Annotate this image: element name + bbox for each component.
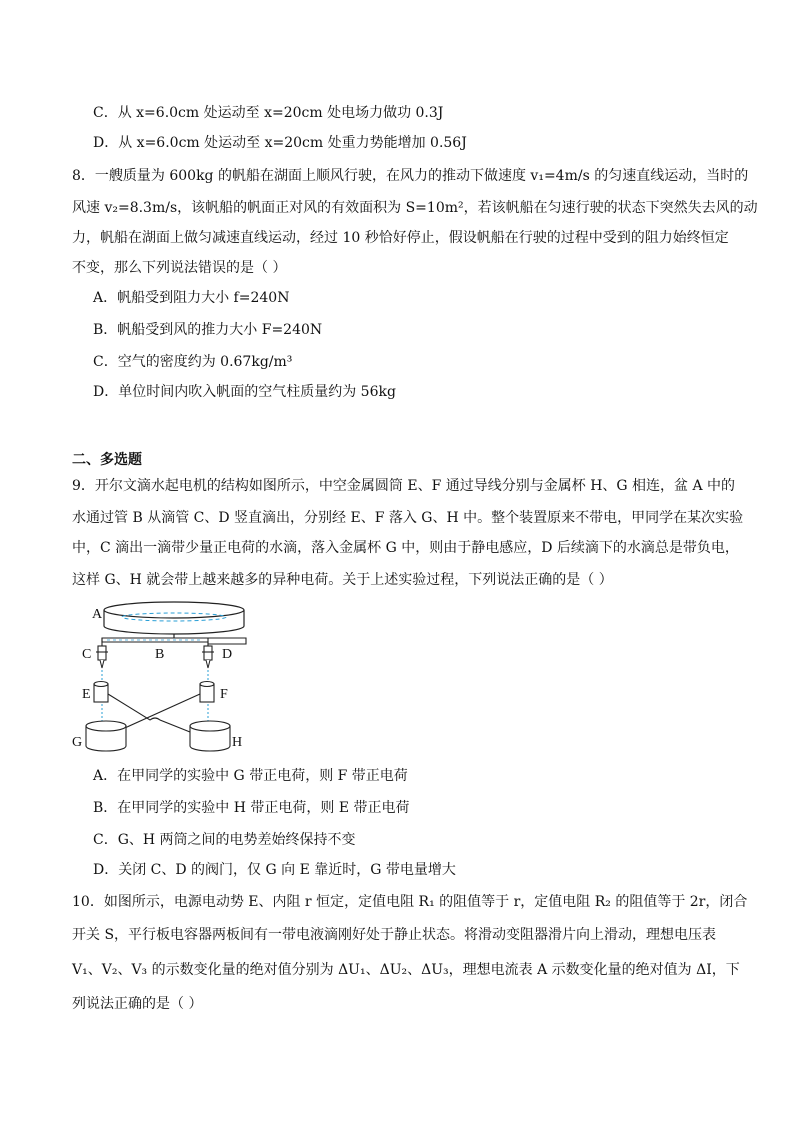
q7-option-c: C．从 x=6.0cm 处运动至 x=20cm 处电场力做功 0.3J [93, 105, 444, 121]
q10-stem-line-3: V₁、V₂、V₃ 的示数变化量的绝对值分别为 ΔU₁、ΔU₂、ΔU₃，理想电流表 A 示数变化量的绝对值为 ΔI，下 [72, 962, 740, 978]
label-b: B [155, 647, 165, 662]
label-f: F [220, 687, 228, 702]
label-c: C [82, 647, 92, 662]
q9-option-a: A．在甲同学的实验中 G 带正电荷，则 F 带正电荷 [93, 768, 408, 784]
basin-a [104, 602, 244, 634]
q8-option-c: C．空气的密度约为 0.67kg/m³ [93, 354, 293, 370]
label-a: A [92, 607, 103, 622]
q9-stem-line-2: 水通过管 B 从滴管 C、D 竖直滴出，分别经 E、F 落入 G、H 中。整个装置原来不带电，甲同学在某次实验 [72, 510, 744, 526]
q8-option-a: A．帆船受到阻力大小 f=240N [93, 290, 290, 306]
q10-stem-line-1: 10．如图所示，电源电动势 E、内阻 r 恒定，定值电阻 R₁ 的阻值等于 r，定值电阻 R₂ 的阻值等于 2r，闭合 [72, 894, 748, 910]
q7-option-d: D．从 x=6.0cm 处运动至 x=20cm 处重力势能增加 0.56J [93, 135, 467, 151]
q9-stem-line-1: 9．开尔文滴水起电机的结构如图所示，中空金属圆筒 E、F 通过导线分别与金属杯 H、G 相连，盆 A 中的 [72, 478, 736, 494]
q9-stem-line-4: 这样 G、H 就会带上越来越多的异种电荷。关于上述实验过程，下列说法正确的是（ ） [72, 572, 613, 588]
q9-option-d: D．关闭 C、D 的阀门，仅 G 向 E 靠近时，G 带电量增大 [93, 862, 456, 878]
label-e: E [82, 687, 91, 702]
q8-stem-line-2: 风速 v₂=8.3m/s，该帆船的帆面正对风的有效面积为 S=10m²，若该帆船在匀速行驶的状态下突然失去风的动 [72, 200, 758, 216]
label-d: D [222, 647, 233, 662]
cup-h [190, 721, 230, 751]
cylinder-e [94, 682, 108, 703]
section-heading-multiple-choice: 二、多选题 [72, 452, 142, 468]
cylinder-f [200, 682, 214, 703]
label-h: H [232, 735, 243, 750]
q10-stem-line-2: 开关 S，平行板电容器两板间有一带电液滴刚好处于静止状态。将滑动变阻器滑片向上滑动，理想电压表 [72, 927, 717, 943]
q8-stem-line-1: 8．一艘质量为 600kg 的帆船在湖面上顺风行驶，在风力的推动下做速度 v₁=4m/s 的匀速直线运动，当时的 [72, 168, 749, 184]
dropper-c [96, 646, 108, 668]
q9-option-b: B．在甲同学的实验中 H 带正电荷，则 E 带正电荷 [93, 800, 410, 816]
q9-stem-line-3: 中，C 滴出一滴带少量正电荷的水滴，落入金属杯 G 中，则由于静电感应，D 后续滴下的水滴总是带负电， [72, 540, 739, 556]
q8-stem-line-3: 力，帆船在湖面上做匀减速直线运动，经过 10 秒恰好停止，假设帆船在行驶的过程中受到的阻力始终恒定 [72, 230, 729, 246]
q9-option-c: C．G、H 两筒之间的电势差始终保持不变 [93, 832, 356, 848]
cup-g [86, 721, 126, 751]
label-g: G [72, 735, 83, 750]
q8-stem-line-4: 不变，那么下列说法错误的是（ ） [72, 260, 287, 276]
q8-option-d: D．单位时间内吹入帆面的空气柱质量约为 56kg [93, 384, 396, 400]
pipe-b [102, 634, 246, 648]
q10-stem-line-4: 列说法正确的是（ ） [72, 996, 203, 1012]
q8-option-b: B．帆船受到风的推力大小 F=240N [93, 322, 323, 338]
kelvin-water-dropper-figure [72, 598, 252, 758]
dropper-d [202, 646, 214, 668]
